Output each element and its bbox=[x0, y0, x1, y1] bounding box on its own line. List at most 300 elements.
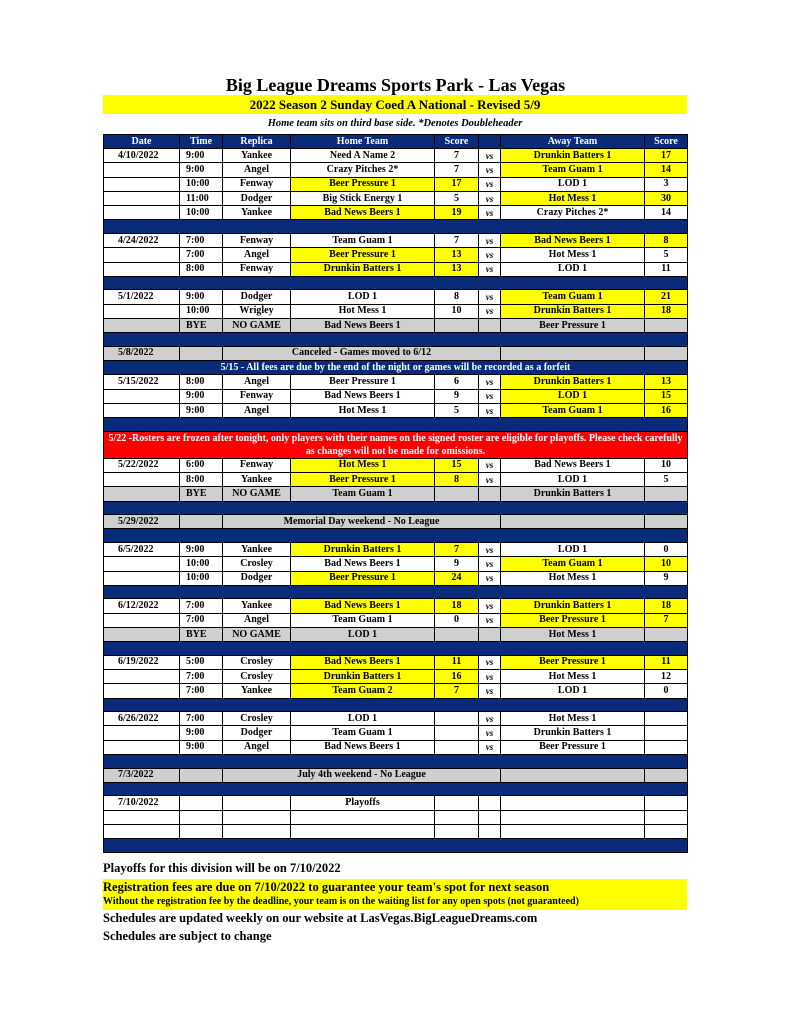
home-team: Beer Pressure 1 bbox=[291, 571, 435, 585]
home-score: 11 bbox=[435, 655, 479, 669]
vs-label: vs bbox=[479, 403, 501, 417]
away-team: Drunkin Batters 1 bbox=[501, 304, 645, 318]
away-team: LOD 1 bbox=[501, 389, 645, 403]
website-note: Schedules are updated weekly on our website at LasVegas.BigLeagueDreams.com bbox=[103, 911, 538, 925]
home-team: Beer Pressure 1 bbox=[291, 177, 435, 191]
home-score: 9 bbox=[435, 557, 479, 571]
away-score: 7 bbox=[645, 613, 688, 627]
empty-cell bbox=[291, 824, 435, 838]
empty-cell bbox=[645, 810, 688, 824]
vs-label: vs bbox=[479, 571, 501, 585]
home-score: 7 bbox=[435, 149, 479, 163]
vs-label: vs bbox=[479, 458, 501, 472]
bye-row bbox=[104, 487, 688, 501]
replica-field: Crosley bbox=[223, 712, 291, 726]
replica-field: Yankee bbox=[223, 473, 291, 487]
spacer-row bbox=[104, 276, 688, 290]
date-cell: 4/24/2022 bbox=[104, 233, 180, 247]
away-score: 5 bbox=[645, 248, 688, 262]
away-score-cell bbox=[645, 627, 688, 641]
game-row bbox=[104, 670, 688, 684]
away-score: 14 bbox=[645, 206, 688, 220]
time-cell: 9:00 bbox=[180, 149, 223, 163]
date-cell: 4/10/2022 bbox=[104, 149, 180, 163]
away-score bbox=[645, 726, 688, 740]
home-score: 9 bbox=[435, 389, 479, 403]
game-row bbox=[104, 473, 688, 487]
spacer-row bbox=[104, 782, 688, 796]
replica-field: Dodger bbox=[223, 290, 291, 304]
away-team: LOD 1 bbox=[501, 542, 645, 556]
home-score bbox=[435, 712, 479, 726]
away-team: LOD 1 bbox=[501, 262, 645, 276]
game-row bbox=[104, 684, 688, 698]
header-away-score: Score bbox=[645, 135, 688, 149]
replica-field: Angel bbox=[223, 248, 291, 262]
no-games-row bbox=[104, 346, 688, 360]
home-score: 5 bbox=[435, 403, 479, 417]
empty-row bbox=[104, 810, 688, 824]
replica-field: Yankee bbox=[223, 599, 291, 613]
away-score: 11 bbox=[645, 262, 688, 276]
date-cell bbox=[104, 318, 180, 332]
bye-away-team: Hot Mess 1 bbox=[501, 627, 645, 641]
game-row bbox=[104, 149, 688, 163]
empty-cell bbox=[479, 824, 501, 838]
date-cell: 7/3/2022 bbox=[104, 768, 180, 782]
vs-label: vs bbox=[479, 557, 501, 571]
replica-field: Wrigley bbox=[223, 304, 291, 318]
replica-field: Crosley bbox=[223, 670, 291, 684]
replica-field: Angel bbox=[223, 163, 291, 177]
time-cell: 9:00 bbox=[180, 740, 223, 754]
header-home-team: Home Team bbox=[291, 135, 435, 149]
time-cell: 7:00 bbox=[180, 684, 223, 698]
header-vs bbox=[479, 135, 501, 149]
home-team: Bad News Beers 1 bbox=[291, 389, 435, 403]
vs-label: vs bbox=[479, 712, 501, 726]
date-cell bbox=[104, 557, 180, 571]
no-game-label: NO GAME bbox=[223, 487, 291, 501]
date-cell: 6/5/2022 bbox=[104, 542, 180, 556]
vs-label: vs bbox=[479, 726, 501, 740]
away-team: Bad News Beers 1 bbox=[501, 458, 645, 472]
away-team: Hot Mess 1 bbox=[501, 571, 645, 585]
empty-cell bbox=[104, 824, 180, 838]
home-score-cell bbox=[435, 627, 479, 641]
header-home-score: Score bbox=[435, 135, 479, 149]
time-cell: 9:00 bbox=[180, 389, 223, 403]
date-cell: 5/8/2022 bbox=[104, 346, 180, 360]
time-cell: 9:00 bbox=[180, 163, 223, 177]
away-score: 18 bbox=[645, 304, 688, 318]
spacer-cell bbox=[104, 755, 688, 769]
home-score bbox=[435, 726, 479, 740]
vs-cell bbox=[479, 487, 501, 501]
home-team: Bad News Beers 1 bbox=[291, 557, 435, 571]
replica-field: Yankee bbox=[223, 206, 291, 220]
away-team: Team Guam 1 bbox=[501, 163, 645, 177]
vs-label: vs bbox=[479, 389, 501, 403]
vs-cell bbox=[479, 627, 501, 641]
replica-field: Dodger bbox=[223, 191, 291, 205]
date-cell bbox=[104, 248, 180, 262]
spacer-row bbox=[104, 642, 688, 656]
replica-field: Yankee bbox=[223, 149, 291, 163]
home-team: LOD 1 bbox=[291, 712, 435, 726]
away-team: Beer Pressure 1 bbox=[501, 613, 645, 627]
date-cell bbox=[104, 487, 180, 501]
bye-away-team: Beer Pressure 1 bbox=[501, 318, 645, 332]
home-score: 16 bbox=[435, 670, 479, 684]
home-score: 7 bbox=[435, 684, 479, 698]
home-team: Team Guam 1 bbox=[291, 726, 435, 740]
spacer-cell bbox=[104, 501, 688, 515]
vs-label: vs bbox=[479, 191, 501, 205]
spacer-cell bbox=[104, 782, 688, 796]
spacer-cell bbox=[104, 220, 688, 234]
no-games-text: Memorial Day weekend - No League bbox=[223, 515, 501, 529]
bye-home-team: Bad News Beers 1 bbox=[291, 318, 435, 332]
empty-cell bbox=[501, 824, 645, 838]
away-team-cell bbox=[501, 768, 645, 782]
home-team: Bad News Beers 1 bbox=[291, 206, 435, 220]
time-cell: 8:00 bbox=[180, 375, 223, 389]
away-score-cell bbox=[645, 515, 688, 529]
vs-label: vs bbox=[479, 375, 501, 389]
home-team: Drunkin Batters 1 bbox=[291, 670, 435, 684]
spacer-cell bbox=[104, 642, 688, 656]
replica-field: Fenway bbox=[223, 458, 291, 472]
away-score bbox=[645, 740, 688, 754]
date-cell bbox=[104, 571, 180, 585]
home-team: Hot Mess 1 bbox=[291, 403, 435, 417]
vs-label: vs bbox=[479, 149, 501, 163]
vs-label: vs bbox=[479, 248, 501, 262]
away-team: LOD 1 bbox=[501, 473, 645, 487]
vs-label: vs bbox=[479, 304, 501, 318]
home-score: 18 bbox=[435, 599, 479, 613]
registration-box bbox=[103, 879, 687, 910]
empty-cell bbox=[479, 810, 501, 824]
replica-field: Fenway bbox=[223, 177, 291, 191]
vs-label: vs bbox=[479, 290, 501, 304]
game-row bbox=[104, 458, 688, 472]
spacer-row bbox=[104, 585, 688, 599]
away-team: Hot Mess 1 bbox=[501, 248, 645, 262]
table-header-row bbox=[104, 135, 688, 149]
page-title: Big League Dreams Sports Park - Las Vegas bbox=[225, 75, 566, 95]
away-score: 14 bbox=[645, 163, 688, 177]
away-score-cell bbox=[645, 346, 688, 360]
game-row bbox=[104, 712, 688, 726]
replica-field: Dodger bbox=[223, 726, 291, 740]
date-cell bbox=[104, 177, 180, 191]
replica-field: Fenway bbox=[223, 389, 291, 403]
home-score: 13 bbox=[435, 262, 479, 276]
game-row bbox=[104, 262, 688, 276]
spacer-cell bbox=[104, 529, 688, 543]
bye-row bbox=[104, 627, 688, 641]
away-score: 0 bbox=[645, 542, 688, 556]
date-cell bbox=[104, 473, 180, 487]
spacer-cell bbox=[104, 839, 688, 853]
vs-label: vs bbox=[479, 233, 501, 247]
date-cell bbox=[104, 206, 180, 220]
vs-cell bbox=[479, 318, 501, 332]
vs-label: vs bbox=[479, 613, 501, 627]
empty-cell bbox=[501, 810, 645, 824]
game-row bbox=[104, 571, 688, 585]
vs-label: vs bbox=[479, 684, 501, 698]
season-subtitle: 2022 Season 2 Sunday Coed A National - Revised 5/9 bbox=[103, 95, 687, 114]
home-score: 6 bbox=[435, 375, 479, 389]
date-cell bbox=[104, 627, 180, 641]
game-row bbox=[104, 233, 688, 247]
game-row bbox=[104, 248, 688, 262]
empty-cell bbox=[435, 824, 479, 838]
away-team: Team Guam 1 bbox=[501, 290, 645, 304]
home-score: 5 bbox=[435, 191, 479, 205]
time-cell: 5:00 bbox=[180, 655, 223, 669]
away-score: 12 bbox=[645, 670, 688, 684]
home-team: Big Stick Energy 1 bbox=[291, 191, 435, 205]
game-row bbox=[104, 542, 688, 556]
spacer-row bbox=[104, 333, 688, 347]
home-team-note: Home team sits on third base side. *Denotes Doubleheader bbox=[267, 118, 523, 129]
empty-cell bbox=[291, 810, 435, 824]
away-team: Team Guam 1 bbox=[501, 403, 645, 417]
time-cell: 7:00 bbox=[180, 712, 223, 726]
bye-row bbox=[104, 318, 688, 332]
bye-label: BYE bbox=[180, 627, 223, 641]
vs-label: vs bbox=[479, 163, 501, 177]
game-row bbox=[104, 740, 688, 754]
away-score: 30 bbox=[645, 191, 688, 205]
home-score bbox=[435, 740, 479, 754]
replica-field: Fenway bbox=[223, 233, 291, 247]
away-score-cell bbox=[645, 318, 688, 332]
spacer-row bbox=[104, 839, 688, 853]
replica-field: Yankee bbox=[223, 684, 291, 698]
time-cell: 11:00 bbox=[180, 191, 223, 205]
home-team: Hot Mess 1 bbox=[291, 304, 435, 318]
vs-label: vs bbox=[479, 473, 501, 487]
header-away-team: Away Team bbox=[501, 135, 645, 149]
spacer-row bbox=[104, 501, 688, 515]
replica-field: Crosley bbox=[223, 557, 291, 571]
game-row bbox=[104, 403, 688, 417]
game-row bbox=[104, 290, 688, 304]
date-cell bbox=[104, 191, 180, 205]
away-score: 17 bbox=[645, 149, 688, 163]
away-team-cell bbox=[501, 346, 645, 360]
spacer-cell bbox=[104, 418, 688, 432]
away-score: 10 bbox=[645, 557, 688, 571]
no-games-text: Canceled - Games moved to 6/12 bbox=[223, 346, 501, 360]
empty-cell bbox=[223, 810, 291, 824]
playoffs-label: Playoffs bbox=[291, 796, 435, 810]
bye-away-team: Drunkin Batters 1 bbox=[501, 487, 645, 501]
game-row bbox=[104, 206, 688, 220]
empty-cell bbox=[435, 810, 479, 824]
header-time: Time bbox=[180, 135, 223, 149]
away-score: 18 bbox=[645, 599, 688, 613]
time-cell: 6:00 bbox=[180, 458, 223, 472]
replica-field: Yankee bbox=[223, 542, 291, 556]
time-cell: 10:00 bbox=[180, 177, 223, 191]
home-team: Team Guam 2 bbox=[291, 684, 435, 698]
replica-field: Fenway bbox=[223, 262, 291, 276]
away-score: 21 bbox=[645, 290, 688, 304]
away-team: Drunkin Batters 1 bbox=[501, 149, 645, 163]
away-team: Hot Mess 1 bbox=[501, 712, 645, 726]
home-score: 0 bbox=[435, 613, 479, 627]
home-score: 10 bbox=[435, 304, 479, 318]
home-team: Beer Pressure 1 bbox=[291, 248, 435, 262]
vs-label: vs bbox=[479, 206, 501, 220]
date-cell bbox=[104, 684, 180, 698]
home-team: Beer Pressure 1 bbox=[291, 473, 435, 487]
empty-cell bbox=[223, 824, 291, 838]
home-team: Hot Mess 1 bbox=[291, 458, 435, 472]
game-row bbox=[104, 655, 688, 669]
vs-label: vs bbox=[479, 599, 501, 613]
playoffs-note: Playoffs for this division will be on 7/10/2022 bbox=[103, 861, 341, 875]
home-team: Need A Name 2 bbox=[291, 149, 435, 163]
vs-label: vs bbox=[479, 655, 501, 669]
away-score-cell bbox=[645, 487, 688, 501]
spacer-row bbox=[104, 529, 688, 543]
home-team: Crazy Pitches 2* bbox=[291, 163, 435, 177]
empty-cell bbox=[104, 810, 180, 824]
time-cell: 9:00 bbox=[180, 726, 223, 740]
time-cell: 7:00 bbox=[180, 599, 223, 613]
time-cell: 10:00 bbox=[180, 557, 223, 571]
spacer-row bbox=[104, 220, 688, 234]
time-cell: 8:00 bbox=[180, 262, 223, 276]
home-score: 7 bbox=[435, 542, 479, 556]
away-team: Drunkin Batters 1 bbox=[501, 726, 645, 740]
schedule-table bbox=[103, 134, 688, 853]
away-score-cell bbox=[645, 768, 688, 782]
spacer-cell bbox=[104, 585, 688, 599]
away-team: Bad News Beers 1 bbox=[501, 233, 645, 247]
time-cell bbox=[180, 796, 223, 810]
no-games-text: July 4th weekend - No League bbox=[223, 768, 501, 782]
replica-field: Crosley bbox=[223, 655, 291, 669]
away-score: 5 bbox=[645, 473, 688, 487]
time-cell: 7:00 bbox=[180, 613, 223, 627]
home-team: LOD 1 bbox=[291, 290, 435, 304]
away-team: Team Guam 1 bbox=[501, 557, 645, 571]
away-team: Crazy Pitches 2* bbox=[501, 206, 645, 220]
away-score: 15 bbox=[645, 389, 688, 403]
home-team: Team Guam 1 bbox=[291, 613, 435, 627]
notice-text: 5/15 - All fees are due by the end of the night or games will be recorded as a forfeit bbox=[104, 361, 688, 375]
time-cell: 8:00 bbox=[180, 473, 223, 487]
home-team: Beer Pressure 1 bbox=[291, 375, 435, 389]
game-row bbox=[104, 375, 688, 389]
spacer-cell bbox=[104, 698, 688, 712]
game-row bbox=[104, 304, 688, 318]
playoffs-row bbox=[104, 796, 688, 810]
date-cell bbox=[104, 403, 180, 417]
time-cell: 7:00 bbox=[180, 248, 223, 262]
game-row bbox=[104, 599, 688, 613]
bye-home-team: LOD 1 bbox=[291, 627, 435, 641]
registration-text: Registration fees are due on 7/10/2022 to guarantee your team's spot for next season bbox=[103, 880, 550, 894]
time-cell bbox=[180, 768, 223, 782]
date-cell bbox=[104, 670, 180, 684]
empty-cell bbox=[645, 824, 688, 838]
date-cell bbox=[104, 726, 180, 740]
notice-row bbox=[104, 361, 688, 375]
time-cell bbox=[180, 515, 223, 529]
away-team: LOD 1 bbox=[501, 177, 645, 191]
home-score: 13 bbox=[435, 248, 479, 262]
registration-note: Without the registration fee by the deadline, your team is on the waiting list for any open spots (not guaranteed) bbox=[103, 896, 579, 907]
header-date: Date bbox=[104, 135, 180, 149]
away-team: Drunkin Batters 1 bbox=[501, 599, 645, 613]
game-row bbox=[104, 726, 688, 740]
date-cell bbox=[104, 304, 180, 318]
home-team: Bad News Beers 1 bbox=[291, 599, 435, 613]
home-score-cell bbox=[435, 796, 479, 810]
home-team: Drunkin Batters 1 bbox=[291, 262, 435, 276]
date-cell: 5/15/2022 bbox=[104, 375, 180, 389]
away-score: 9 bbox=[645, 571, 688, 585]
home-team: Bad News Beers 1 bbox=[291, 740, 435, 754]
replica-field: Dodger bbox=[223, 571, 291, 585]
date-cell bbox=[104, 613, 180, 627]
away-team-cell bbox=[501, 796, 645, 810]
away-score: 16 bbox=[645, 403, 688, 417]
away-score: 8 bbox=[645, 233, 688, 247]
spacer-row bbox=[104, 698, 688, 712]
date-cell: 5/22/2022 bbox=[104, 458, 180, 472]
time-cell: 7:00 bbox=[180, 233, 223, 247]
bye-label: BYE bbox=[180, 487, 223, 501]
bye-label: BYE bbox=[180, 318, 223, 332]
home-score: 24 bbox=[435, 571, 479, 585]
time-cell: 9:00 bbox=[180, 290, 223, 304]
home-team: Drunkin Batters 1 bbox=[291, 542, 435, 556]
home-score-cell bbox=[435, 487, 479, 501]
game-row bbox=[104, 557, 688, 571]
empty-row bbox=[104, 824, 688, 838]
date-cell: 5/29/2022 bbox=[104, 515, 180, 529]
away-team: Beer Pressure 1 bbox=[501, 655, 645, 669]
replica-field: Angel bbox=[223, 375, 291, 389]
vs-label: vs bbox=[479, 542, 501, 556]
date-cell: 5/1/2022 bbox=[104, 290, 180, 304]
away-score-cell bbox=[645, 796, 688, 810]
vs-label: vs bbox=[479, 262, 501, 276]
no-games-row bbox=[104, 515, 688, 529]
no-game-label: NO GAME bbox=[223, 627, 291, 641]
replica-field: Angel bbox=[223, 613, 291, 627]
date-cell bbox=[104, 262, 180, 276]
date-cell: 7/10/2022 bbox=[104, 796, 180, 810]
home-score: 7 bbox=[435, 163, 479, 177]
no-games-row bbox=[104, 768, 688, 782]
time-cell: 7:00 bbox=[180, 670, 223, 684]
away-team: Hot Mess 1 bbox=[501, 670, 645, 684]
away-team: Hot Mess 1 bbox=[501, 191, 645, 205]
date-cell bbox=[104, 389, 180, 403]
away-team: Beer Pressure 1 bbox=[501, 740, 645, 754]
